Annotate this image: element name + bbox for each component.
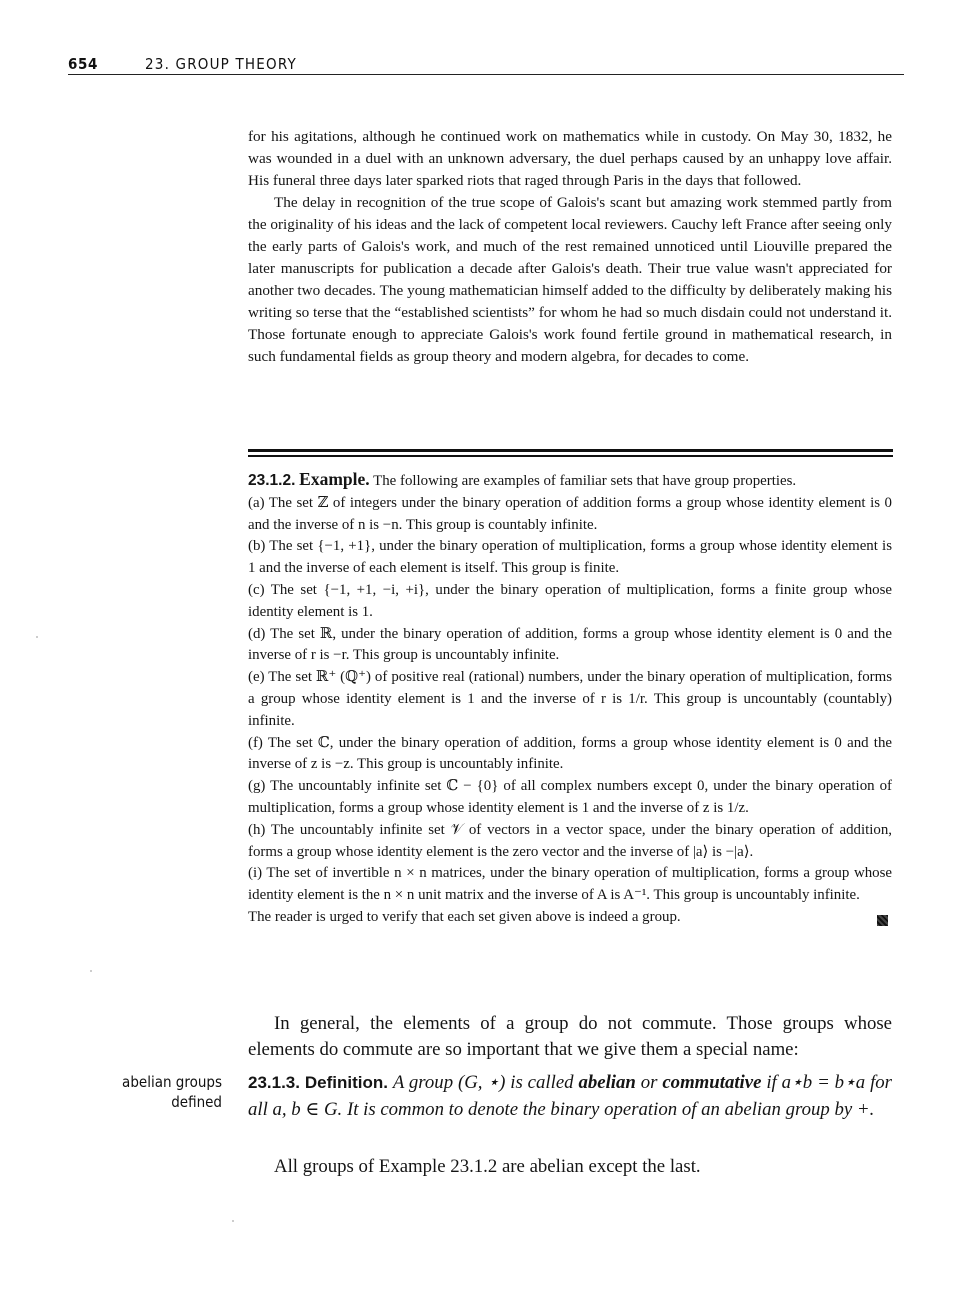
- section-divider-thin: [248, 455, 893, 457]
- definition-title: Definition.: [304, 1073, 388, 1092]
- example-item-d: (d) The set ℝ, under the binary operation of addition, forms a group whose identity element is 0 and the inverse of r is −r. This group is uncountably infinite.: [248, 625, 892, 664]
- scan-speck: [36, 636, 38, 638]
- history-paragraph-1: for his agitations, although he continued work on mathematics while in custody. On May 30, 1832, he was wounded in a duel with an unknown adversary, the duel perhaps caused by an unhappy love affair. His funeral three days later sparked riots that raged through Paris in the days that followed.: [248, 128, 892, 189]
- example-item-g: (g) The uncountably infinite set ℂ − {0} of all complex numbers except 0, under the binary operation of multiplication, forms a group whose identity element is 1 and the inverse of z is 1/z.: [248, 778, 892, 816]
- running-header: [68, 52, 904, 75]
- example-closing-text: The reader is urged to verify that each set given above is indeed a group.: [248, 908, 681, 925]
- closing-paragraph: [248, 1154, 892, 1180]
- definition-paragraph: [248, 1069, 892, 1123]
- definition-text-c: if a⋆b = b⋆a for all a, b ∈ G. It is common to denote the binary operation of an abelian group by +.: [248, 1072, 892, 1120]
- example-heading-line: [248, 469, 892, 493]
- end-of-example-square-icon: [877, 915, 888, 926]
- scan-speck: [90, 970, 92, 972]
- example-number: 23.1.2.: [248, 472, 296, 489]
- scan-speck: [232, 1220, 234, 1222]
- definition-term-abelian: abelian: [578, 1072, 636, 1093]
- closing-text: All groups of Example 23.1.2 are abelian except the last.: [274, 1156, 701, 1177]
- example-item-i: (i) The set of invertible n × n matrices, under the binary operation of multiplication, forms a group whose identity element is the n × n unit matrix and the inverse of A is A⁻¹. This group is uncountably infinite.: [248, 865, 892, 904]
- definition-text-b: or: [635, 1072, 663, 1093]
- margin-note-line-2: defined: [171, 1093, 222, 1111]
- example-23-1-2: [248, 469, 892, 929]
- margin-note-line-1: abelian groups: [122, 1073, 222, 1091]
- example-closing-line: [248, 907, 892, 929]
- example-item-c: (c) The set {−1, +1, −i, +i}, under the binary operation of multiplication, forms a finite group whose identity element is 1.: [248, 581, 892, 620]
- history-paragraph-2: The delay in recognition of the true scope of Galois's scant but amazing work stemmed partly from the originality of his ideas and the lack of competent local reviewers. Cauchy left France after seeing only the early parts of Galois's work, and much of the rest remained unnoticed until Liouville prepared the later manuscripts for publication a decade after Galois's death. Their true value wasn't appreciated for another two decades. The young mathematician himself added to the difficulty by deliberately making his writing so terse that the “established scientists” for whom he had so much disdain could not understand it. Those fortunate enough to appreciate Galois's work found fertile ground in mathematical research, in such fundamental fields as group theory and modern algebra, for decades to come.: [248, 194, 892, 365]
- margin-note: [122, 1072, 222, 1112]
- example-title: Example.: [299, 469, 370, 489]
- example-item-f: (f) The set ℂ, under the binary operation of addition, forms a group whose identity element is 0 and the inverse of z is −z. This group is uncountably infinite.: [248, 734, 892, 773]
- page-number: 654: [68, 55, 98, 73]
- example-item-e: (e) The set ℝ⁺ (ℚ⁺) of positive real (rational) numbers, under the binary operation of multiplication, forms a group whose identity element is 1 and the inverse of r is 1/r. This group is uncountably (countably) infinite.: [248, 669, 892, 729]
- section-divider-thick: [248, 449, 893, 452]
- definition-term-commutative: commutative: [662, 1072, 762, 1093]
- definition-number: 23.1.3.: [248, 1073, 300, 1092]
- definition-text-a: A group (G, ⋆) is called: [392, 1072, 579, 1093]
- general-paragraph: [248, 1011, 892, 1063]
- example-item-h: (h) The uncountably infinite set 𝒱 of vectors in a vector space, under the binary operation of addition, forms a group whose identity element is the zero vector and the inverse of |a⟩ is −|a⟩.: [248, 821, 892, 860]
- chapter-title: 23. GROUP THEORY: [145, 55, 297, 73]
- example-item-b: (b) The set {−1, +1}, under the binary operation of multiplication, forms a group whose identity element is 1 and the inverse of each element is itself. This group is finite.: [248, 538, 892, 577]
- example-intro: The following are examples of familiar sets that have group properties.: [373, 473, 797, 489]
- history-section: [248, 126, 892, 368]
- definition-23-1-3: [248, 1069, 892, 1123]
- example-item-a: (a) The set ℤ of integers under the binary operation of addition forms a group whose identity element is 0 and the inverse of n is −n. This group is countably infinite.: [248, 494, 892, 533]
- general-text: In general, the elements of a group do not commute. Those groups whose elements do commute are so important that we give them a special name:: [248, 1013, 892, 1060]
